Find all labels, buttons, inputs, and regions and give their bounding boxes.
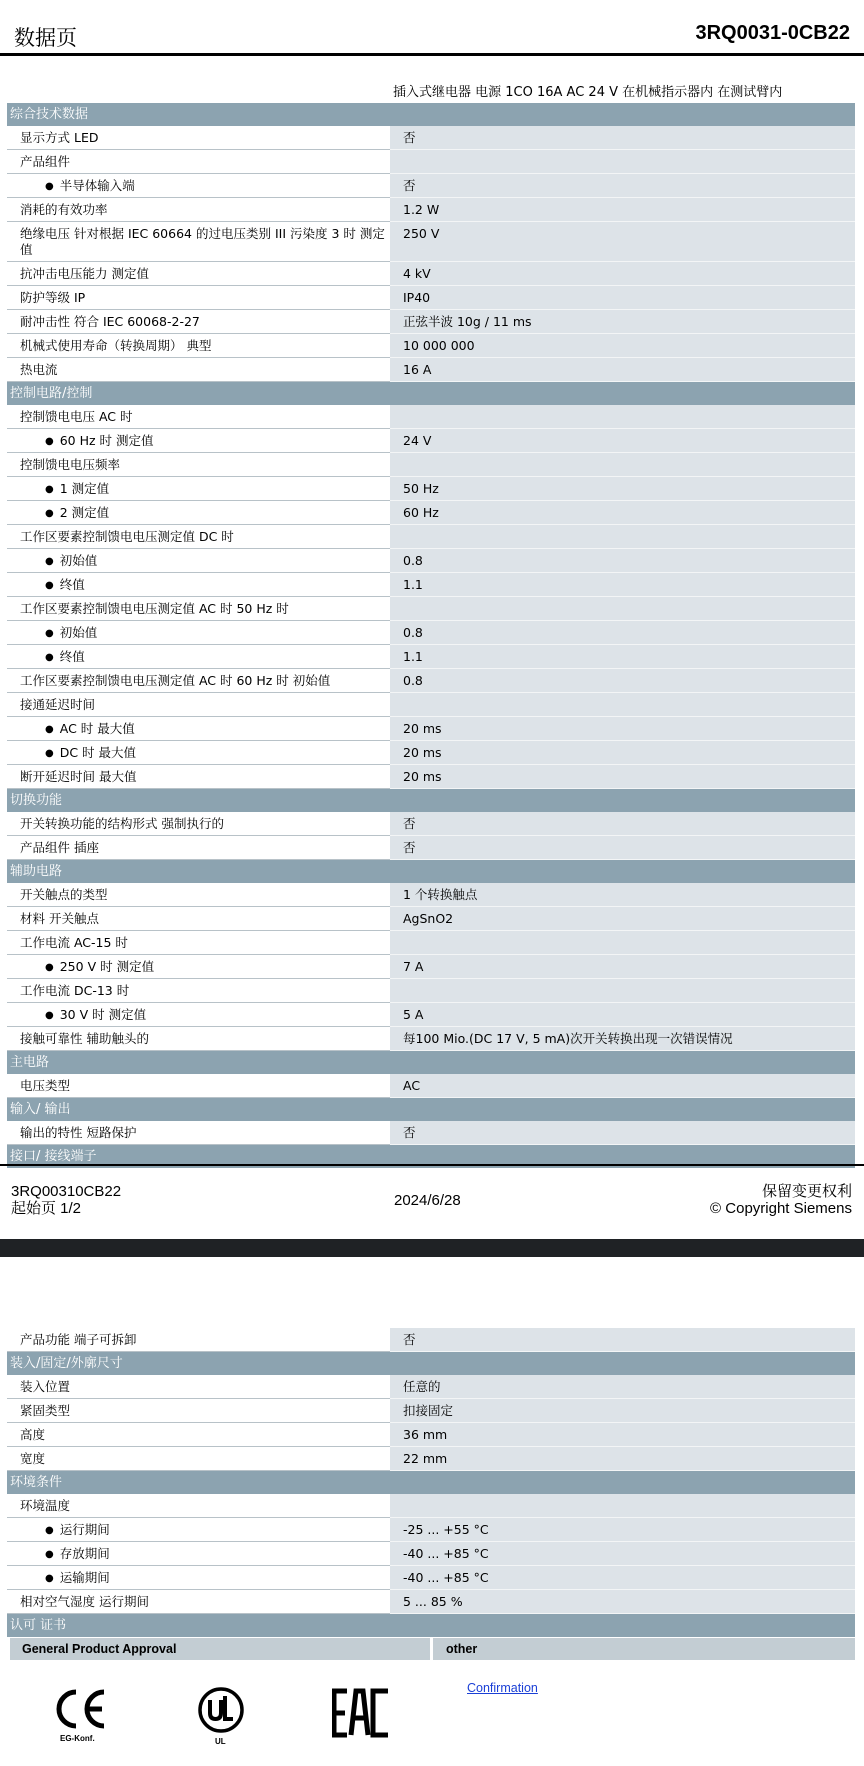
- spec-label: [7, 1003, 390, 1027]
- spec-row: [7, 1375, 855, 1399]
- spec-value: 5 ... 85 %: [390, 1590, 855, 1614]
- spec-label-text: 相对空气湿度 运行期间: [20, 1594, 149, 1609]
- spec-value: [390, 931, 855, 955]
- spec-value: -40 ... +85 °C: [390, 1566, 855, 1590]
- section-header: 切换功能: [7, 789, 855, 812]
- section-header: 装入/固定/外廓尺寸: [7, 1352, 855, 1375]
- spec-value: 否: [390, 126, 855, 150]
- spec-label-text: 输出的特性 短路保护: [20, 1125, 137, 1140]
- spec-label-text: 2 测定值: [59, 505, 110, 520]
- spec-row: [7, 1399, 855, 1423]
- spec-value: 20 ms: [390, 765, 855, 789]
- spec-row: [7, 1003, 855, 1027]
- spec-value: [390, 693, 855, 717]
- spec-row: [7, 573, 855, 597]
- spec-label-text: 断开延迟时间 最大值: [20, 769, 137, 784]
- spec-label-text: 绝缘电压 针对根据 IEC 60664 的过电压类别 III 污染度 3 时 测定值: [20, 226, 385, 257]
- spec-label: [7, 334, 390, 358]
- spec-label: [7, 1375, 390, 1399]
- spec-value: AC: [390, 1074, 855, 1098]
- spec-label-text: 工作区要素控制馈电电压测定值 DC 时: [20, 529, 234, 544]
- spec-value: 250 V: [390, 222, 855, 262]
- spec-label-text: 开关触点的类型: [20, 887, 108, 902]
- spec-row: [7, 717, 855, 741]
- spec-row: [7, 1518, 855, 1542]
- spec-label: [7, 501, 390, 525]
- spec-value: 否: [390, 836, 855, 860]
- spec-label-text: 产品组件 插座: [20, 840, 99, 855]
- footer-article-number: 3RQ00310CB22: [11, 1183, 122, 1200]
- spec-value: [390, 453, 855, 477]
- spec-row: [7, 358, 855, 382]
- spec-row: [7, 669, 855, 693]
- spec-row: [7, 501, 855, 525]
- ce-mark-caption: EG-Konf.: [60, 1734, 95, 1743]
- spec-label: [7, 621, 390, 645]
- footer-rights: 保留变更权利: [761, 1183, 852, 1200]
- ul-mark-icon: [197, 1686, 245, 1734]
- spec-label-text: 终值: [59, 577, 85, 592]
- spec-label: [7, 907, 390, 931]
- spec-label-text: 材料 开关触点: [20, 911, 99, 926]
- spec-label: [7, 979, 390, 1003]
- spec-row: [7, 621, 855, 645]
- spec-row: [7, 222, 855, 262]
- spec-label-text: 宽度: [20, 1451, 46, 1466]
- spec-label-text: 消耗的有效功率: [20, 202, 108, 217]
- bullet-icon: ●: [45, 724, 54, 735]
- spec-label: [7, 931, 390, 955]
- spec-value: 16 A: [390, 358, 855, 382]
- spec-row: [7, 310, 855, 334]
- document-type-title: 数据页: [14, 26, 77, 50]
- spec-label-text: 250 V 时 测定值: [59, 959, 155, 974]
- spec-label-text: 30 V 时 测定值: [59, 1007, 147, 1022]
- spec-value: 10 000 000: [390, 334, 855, 358]
- spec-label-text: 60 Hz 时 测定值: [59, 433, 154, 448]
- section-header: 环境条件: [7, 1471, 855, 1494]
- spec-label: [7, 198, 390, 222]
- spec-value: IP40: [390, 286, 855, 310]
- spec-value: 24 V: [390, 429, 855, 453]
- spec-label: [7, 669, 390, 693]
- spec-value: [390, 1494, 855, 1518]
- spec-label: [7, 1328, 390, 1352]
- spec-label-text: 紧固类型: [20, 1403, 71, 1418]
- bullet-icon: ●: [45, 1549, 54, 1560]
- section-header: 认可 证书: [7, 1614, 855, 1637]
- spec-value: -25 ... +55 °C: [390, 1518, 855, 1542]
- spec-label: [7, 597, 390, 621]
- spec-label: [7, 1590, 390, 1614]
- footer-copyright: © Copyright Siemens: [710, 1200, 852, 1217]
- spec-value: [390, 597, 855, 621]
- spec-value: 否: [390, 1121, 855, 1145]
- spec-label-text: 运行期间: [59, 1522, 110, 1537]
- confirmation-link[interactable]: Confirmation: [467, 1681, 538, 1695]
- spec-value: 扣接固定: [390, 1399, 855, 1423]
- spec-label-text: 机械式使用寿命（转换周期） 典型: [20, 338, 212, 353]
- section-header: 主电路: [7, 1051, 855, 1074]
- spec-label: [7, 1121, 390, 1145]
- spec-label: [7, 693, 390, 717]
- spec-label: [7, 836, 390, 860]
- spec-label: [7, 549, 390, 573]
- page-break-band: [0, 1239, 864, 1257]
- spec-label-text: 工作区要素控制馈电电压测定值 AC 时 50 Hz 时: [20, 601, 289, 616]
- section-header: 输入/ 输出: [7, 1098, 855, 1121]
- spec-label-text: 运输期间: [59, 1570, 110, 1585]
- spec-label-text: 显示方式 LED: [20, 130, 99, 145]
- spec-label-text: 热电流: [20, 362, 58, 377]
- spec-row: [7, 883, 855, 907]
- spec-table-page-1: [7, 103, 855, 1168]
- spec-label: [7, 477, 390, 501]
- spec-value: 任意的: [390, 1375, 855, 1399]
- spec-value: 20 ms: [390, 741, 855, 765]
- product-number: 3RQ0031-0CB22: [695, 22, 850, 44]
- footer-divider: [0, 1164, 864, 1166]
- spec-row: [7, 693, 855, 717]
- spec-row: [7, 1074, 855, 1098]
- bullet-icon: ●: [45, 1010, 54, 1021]
- spec-label-text: 电压类型: [20, 1078, 71, 1093]
- bullet-icon: ●: [45, 652, 54, 663]
- spec-label-text: 装入位置: [20, 1379, 71, 1394]
- spec-value: 1 个转换触点: [390, 883, 855, 907]
- spec-label: [7, 358, 390, 382]
- spec-label: [7, 1027, 390, 1051]
- spec-label: [7, 310, 390, 334]
- spec-value: 0.8: [390, 669, 855, 693]
- spec-label: [7, 1447, 390, 1471]
- spec-row: [7, 429, 855, 453]
- spec-label: [7, 741, 390, 765]
- spec-row: [7, 1566, 855, 1590]
- spec-table-page-2: [7, 1328, 855, 1637]
- spec-value: [390, 405, 855, 429]
- spec-value: 1.2 W: [390, 198, 855, 222]
- spec-label: [7, 1566, 390, 1590]
- spec-label-text: 控制馈电电压频率: [20, 457, 121, 472]
- spec-label: [7, 525, 390, 549]
- spec-label-text: AC 时 最大值: [59, 721, 135, 736]
- spec-label-text: 工作电流 DC-13 时: [20, 983, 130, 998]
- spec-label: [7, 645, 390, 669]
- spec-row: [7, 525, 855, 549]
- spec-label-text: 存放期间: [59, 1546, 110, 1561]
- bullet-icon: ●: [45, 628, 54, 639]
- spec-label-text: 抗冲击电压能力 测定值: [20, 266, 149, 281]
- approvals-header: [10, 1638, 855, 1660]
- spec-value: 0.8: [390, 549, 855, 573]
- spec-label-text: 半导体输入端: [59, 178, 135, 193]
- spec-label: [7, 174, 390, 198]
- spec-label: [7, 1542, 390, 1566]
- spec-row: [7, 477, 855, 501]
- spec-row: [7, 765, 855, 789]
- spec-row: [7, 955, 855, 979]
- spec-row: [7, 1121, 855, 1145]
- bullet-icon: ●: [45, 556, 54, 567]
- spec-label: [7, 1074, 390, 1098]
- spec-label-text: 开关转换功能的结构形式 强制执行的: [20, 816, 224, 831]
- spec-row: [7, 1027, 855, 1051]
- spec-row: [7, 453, 855, 477]
- eac-mark-icon: [332, 1688, 392, 1738]
- spec-row: [7, 907, 855, 931]
- spec-label-text: 接触可靠性 辅助触头的: [20, 1031, 149, 1046]
- spec-row: [7, 741, 855, 765]
- section-header: 辅助电路: [7, 860, 855, 883]
- spec-label: [7, 262, 390, 286]
- spec-label: [7, 405, 390, 429]
- bullet-icon: ●: [45, 508, 54, 519]
- spec-label-text: 耐冲击性 符合 IEC 60068-2-27: [20, 314, 200, 329]
- ul-mark-caption: UL: [215, 1737, 226, 1746]
- spec-label: [7, 765, 390, 789]
- spec-label-text: 1 测定值: [59, 481, 110, 496]
- spec-value: [390, 979, 855, 1003]
- spec-value: 否: [390, 812, 855, 836]
- spec-row: [7, 549, 855, 573]
- bullet-icon: ●: [45, 181, 54, 192]
- approval-col-other: other: [433, 1638, 855, 1660]
- spec-label: [7, 1399, 390, 1423]
- spec-label: [7, 126, 390, 150]
- bullet-icon: ●: [45, 484, 54, 495]
- spec-row: [7, 198, 855, 222]
- spec-label-text: 防护等级 IP: [20, 290, 86, 305]
- spec-label-text: 环境温度: [20, 1498, 71, 1513]
- spec-value: 50 Hz: [390, 477, 855, 501]
- spec-value: 正弦半波 10g / 11 ms: [390, 310, 855, 334]
- section-header: 控制电路/控制: [7, 382, 855, 405]
- footer-date: 2024/6/28: [394, 1192, 461, 1209]
- spec-value: 1.1: [390, 573, 855, 597]
- footer-right: [710, 1183, 852, 1217]
- spec-row: [7, 150, 855, 174]
- spec-row: [7, 979, 855, 1003]
- spec-value: 7 A: [390, 955, 855, 979]
- footer-page-indicator: 起始页 1/2: [11, 1200, 82, 1217]
- spec-row: [7, 262, 855, 286]
- spec-label-text: 初始值: [59, 625, 98, 640]
- spec-value: 4 kV: [390, 262, 855, 286]
- spec-label: [7, 286, 390, 310]
- spec-row: [7, 405, 855, 429]
- spec-label-text: 接通延迟时间: [20, 697, 96, 712]
- spec-row: [7, 645, 855, 669]
- section-header: 接口/ 接线端子: [7, 1145, 855, 1168]
- page-header: [0, 0, 864, 56]
- spec-value: 每100 Mio.(DC 17 V, 5 mA)次开关转换出现一次错误情况: [390, 1027, 855, 1051]
- spec-value: 60 Hz: [390, 501, 855, 525]
- spec-value: [390, 150, 855, 174]
- spec-row: [7, 1423, 855, 1447]
- spec-label: [7, 1423, 390, 1447]
- spec-value: AgSnO2: [390, 907, 855, 931]
- section-header: 综合技术数据: [7, 103, 855, 126]
- spec-label-text: 工作区要素控制馈电电压测定值 AC 时 60 Hz 时 初始值: [20, 673, 331, 688]
- spec-value: 5 A: [390, 1003, 855, 1027]
- spec-value: 22 mm: [390, 1447, 855, 1471]
- spec-row: [7, 812, 855, 836]
- spec-row: [7, 334, 855, 358]
- spec-label: [7, 883, 390, 907]
- spec-row: [7, 286, 855, 310]
- spec-label: [7, 1494, 390, 1518]
- spec-label: [7, 453, 390, 477]
- spec-label-text: DC 时 最大值: [59, 745, 137, 760]
- spec-row: [7, 836, 855, 860]
- spec-value: 36 mm: [390, 1423, 855, 1447]
- spec-row: [7, 174, 855, 198]
- spec-label: [7, 222, 390, 262]
- spec-value: 否: [390, 174, 855, 198]
- ce-mark-icon: [52, 1688, 108, 1730]
- bullet-icon: ●: [45, 748, 54, 759]
- spec-label-text: 终值: [59, 649, 85, 664]
- bullet-icon: ●: [45, 436, 54, 447]
- spec-value: 否: [390, 1328, 855, 1352]
- spec-row: [7, 1328, 855, 1352]
- spec-label: [7, 429, 390, 453]
- footer-left: [11, 1183, 121, 1217]
- spec-label-text: 产品功能 端子可拆卸: [20, 1332, 137, 1347]
- spec-row: [7, 1447, 855, 1471]
- bullet-icon: ●: [45, 1573, 54, 1584]
- spec-label: [7, 717, 390, 741]
- spec-row: [7, 126, 855, 150]
- spec-value: -40 ... +85 °C: [390, 1542, 855, 1566]
- spec-value: 0.8: [390, 621, 855, 645]
- spec-row: [7, 1542, 855, 1566]
- spec-row: [7, 1494, 855, 1518]
- bullet-icon: ●: [45, 1525, 54, 1536]
- spec-label: [7, 573, 390, 597]
- spec-label-text: 控制馈电电压 AC 时: [20, 409, 133, 424]
- spec-value: [390, 525, 855, 549]
- spec-label: [7, 812, 390, 836]
- spec-row: [7, 931, 855, 955]
- spec-value: 1.1: [390, 645, 855, 669]
- spec-label: [7, 150, 390, 174]
- spec-label-text: 初始值: [59, 553, 98, 568]
- bullet-icon: ●: [45, 580, 54, 591]
- spec-label-text: 高度: [20, 1427, 46, 1442]
- spec-label: [7, 955, 390, 979]
- approval-col-general: General Product Approval: [10, 1638, 430, 1660]
- spec-row: [7, 597, 855, 621]
- spec-label-text: 产品组件: [20, 154, 71, 169]
- spec-label-text: 工作电流 AC-15 时: [20, 935, 128, 950]
- bullet-icon: ●: [45, 962, 54, 973]
- product-description: 插入式继电器 电源 1CO 16A AC 24 V 在机械指示器内 在测试臂内: [393, 85, 783, 100]
- spec-value: 20 ms: [390, 717, 855, 741]
- spec-label: [7, 1518, 390, 1542]
- spec-row: [7, 1590, 855, 1614]
